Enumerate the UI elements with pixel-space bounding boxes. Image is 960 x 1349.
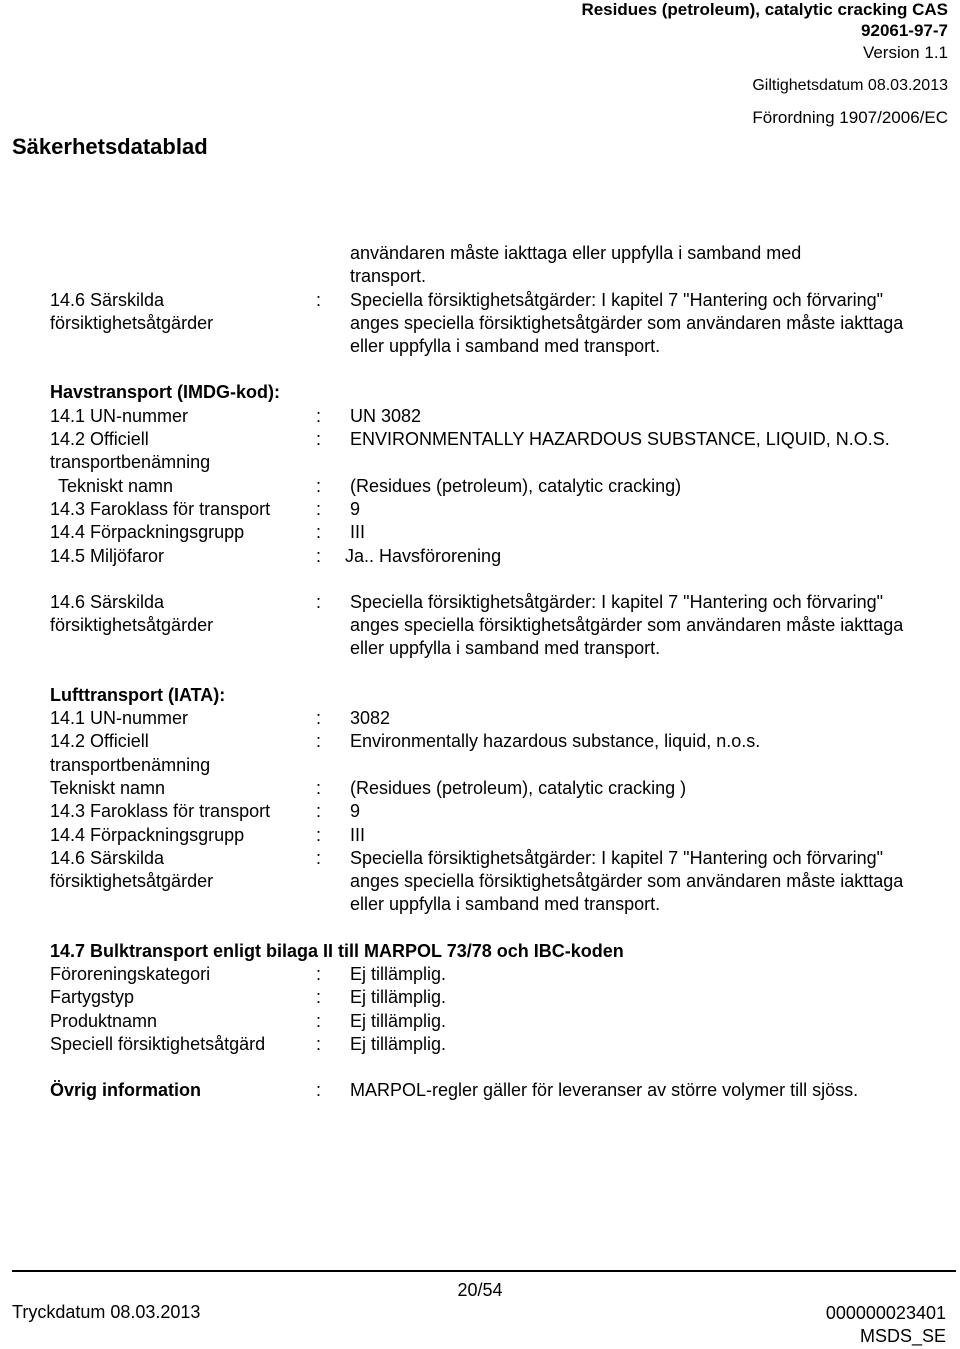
field-label: 14.2 Officiell [50, 429, 149, 450]
cas-number: 92061-97-7 [861, 21, 948, 40]
bulk-row [50, 986, 920, 1009]
air-shipping-name-row [50, 730, 920, 777]
colon-separator: : [316, 1080, 322, 1101]
document-type: MSDS_SE [859, 1326, 946, 1346]
colon-separator: : [316, 591, 322, 612]
air-hazard-class-row [50, 800, 920, 823]
field-value: UN 3082 [350, 405, 422, 426]
colon-separator: : [316, 964, 322, 985]
document-number: 000000023401 [825, 1303, 946, 1323]
continuation-line-2: transport. [350, 266, 427, 287]
regulation: Förordning 1907/2006/EC [752, 108, 948, 127]
air-special-precautions-row [50, 847, 920, 917]
colon-separator: : [316, 405, 322, 426]
colon-separator: : [316, 289, 322, 310]
sea-hazard-class-row [50, 498, 920, 521]
sea-un-row [50, 405, 920, 428]
field-value: Ej tillämplig. [350, 1010, 447, 1031]
field-label: Fartygstyp [50, 987, 135, 1008]
sea-environmental-hazards-row [50, 545, 920, 568]
product-name: Residues (petroleum), catalytic cracking CAS [581, 0, 948, 19]
sea-packing-group-row [50, 521, 920, 544]
colon-separator: : [316, 522, 322, 543]
page-number: 20/54 [457, 1280, 503, 1300]
bulk-row [50, 1033, 920, 1056]
field-label: försiktighetsåtgärder [50, 615, 214, 636]
continuation-row [50, 242, 920, 289]
field-value: III [350, 824, 366, 845]
colon-separator: : [316, 824, 322, 845]
field-label: Speciell försiktighetsåtgärd [50, 1033, 266, 1054]
bulk-row [50, 963, 920, 986]
field-label: Föroreningskategori [50, 964, 211, 985]
air-transport-heading: Lufttransport (IATA): [50, 684, 226, 705]
colon-separator: : [316, 847, 322, 868]
air-technical-name-row [50, 777, 920, 800]
field-label: transportbenämning [50, 452, 211, 473]
field-label: Produktnamn [50, 1010, 158, 1031]
colon-separator: : [316, 708, 322, 729]
print-date: Tryckdatum 08.03.2013 [12, 1302, 201, 1322]
colon-separator: : [316, 801, 322, 822]
field-value: 9 [350, 498, 361, 519]
field-value: ENVIRONMENTALLY HAZARDOUS SUBSTANCE, LIQUID, N.O.S. [350, 429, 890, 450]
field-label: Tekniskt namn [58, 475, 174, 496]
continuation-line-1: användaren måste iakttaga eller uppfylla i samband med [350, 243, 802, 263]
colon-separator: : [316, 1033, 322, 1054]
field-label: 14.6 Särskilda [50, 289, 165, 310]
field-label: 14.3 Faroklass för transport [50, 498, 271, 519]
field-value: Ja.. Havsförorening [345, 545, 502, 566]
field-label: 14.4 Förpackningsgrupp [50, 522, 245, 543]
other-information-label: Övrig information [50, 1080, 202, 1101]
other-information-value: MARPOL-regler gäller för leveranser av större volymer till sjöss. [350, 1080, 859, 1101]
field-label: försiktighetsåtgärder [50, 871, 214, 892]
sea-shipping-name-row [50, 428, 920, 475]
field-label: 14.3 Faroklass för transport [50, 801, 271, 822]
colon-separator: : [316, 731, 322, 752]
section-14-content [50, 242, 920, 1103]
colon-separator: : [316, 1010, 322, 1031]
field-value: Speciella försiktighetsåtgärder: I kapitel 7 "Hantering och förvaring" anges speciella försiktighetsåtgärder som användaren måste iakttaga eller uppfylla i samband med transport. [350, 289, 904, 357]
field-label: Tekniskt namn [50, 777, 166, 798]
sea-special-precautions-row [50, 591, 920, 661]
document-title: Säkerhetsdatablad [12, 134, 208, 159]
field-value: (Residues (petroleum), catalytic cracking ) [350, 777, 687, 798]
air-un-row [50, 707, 920, 730]
field-label: 14.1 UN-nummer [50, 708, 189, 729]
field-label: 14.2 Officiell [50, 731, 149, 752]
colon-separator: : [316, 545, 322, 566]
sea-technical-name-row [50, 475, 920, 498]
field-label: försiktighetsåtgärder [50, 312, 214, 333]
field-value: 9 [350, 801, 361, 822]
field-value: Speciella försiktighetsåtgärder: I kapitel 7 "Hantering och förvaring" anges speciella försiktighetsåtgärder som användaren måste iakttaga eller uppfylla i samband med transport. [350, 847, 904, 915]
field-value: Ej tillämplig. [350, 964, 447, 985]
field-value: (Residues (petroleum), catalytic cracking) [350, 475, 682, 496]
field-label: 14.5 Miljöfaror [50, 545, 165, 566]
bulk-row [50, 1010, 920, 1033]
field-label: transportbenämning [50, 754, 211, 775]
air-packing-group-row [50, 824, 920, 847]
field-label: 14.1 UN-nummer [50, 405, 189, 426]
field-label: 14.6 Särskilda [50, 847, 165, 868]
footer-doc-info [826, 1302, 946, 1348]
field-value: Ej tillämplig. [350, 987, 447, 1008]
colon-separator: : [316, 429, 322, 450]
field-value: III [350, 522, 366, 543]
field-value: 3082 [350, 708, 391, 729]
footer-divider [12, 1270, 956, 1272]
sea-transport-heading: Havstransport (IMDG-kod): [50, 382, 281, 403]
colon-separator: : [316, 475, 322, 496]
field-value: Environmentally hazardous substance, liquid, n.o.s. [350, 731, 761, 752]
colon-separator: : [316, 987, 322, 1008]
other-information-row [50, 1079, 920, 1102]
bulk-transport-heading: 14.7 Bulktransport enligt bilaga II till MARPOL 73/78 och IBC-koden [50, 940, 624, 961]
colon-separator: : [316, 777, 322, 798]
version: Version 1.1 [862, 43, 948, 62]
valid-date: Giltighetsdatum 08.03.2013 [752, 77, 948, 94]
field-label: 14.6 Särskilda [50, 591, 165, 612]
field-value: Speciella försiktighetsåtgärder: I kapitel 7 "Hantering och förvaring" anges speciella försiktighetsåtgärder som användaren måste iakttaga eller uppfylla i samband med transport. [350, 591, 904, 659]
top-special-precautions-row [50, 289, 920, 359]
field-value: Ej tillämplig. [350, 1033, 447, 1054]
field-label: 14.4 Förpackningsgrupp [50, 824, 245, 845]
colon-separator: : [316, 498, 322, 519]
